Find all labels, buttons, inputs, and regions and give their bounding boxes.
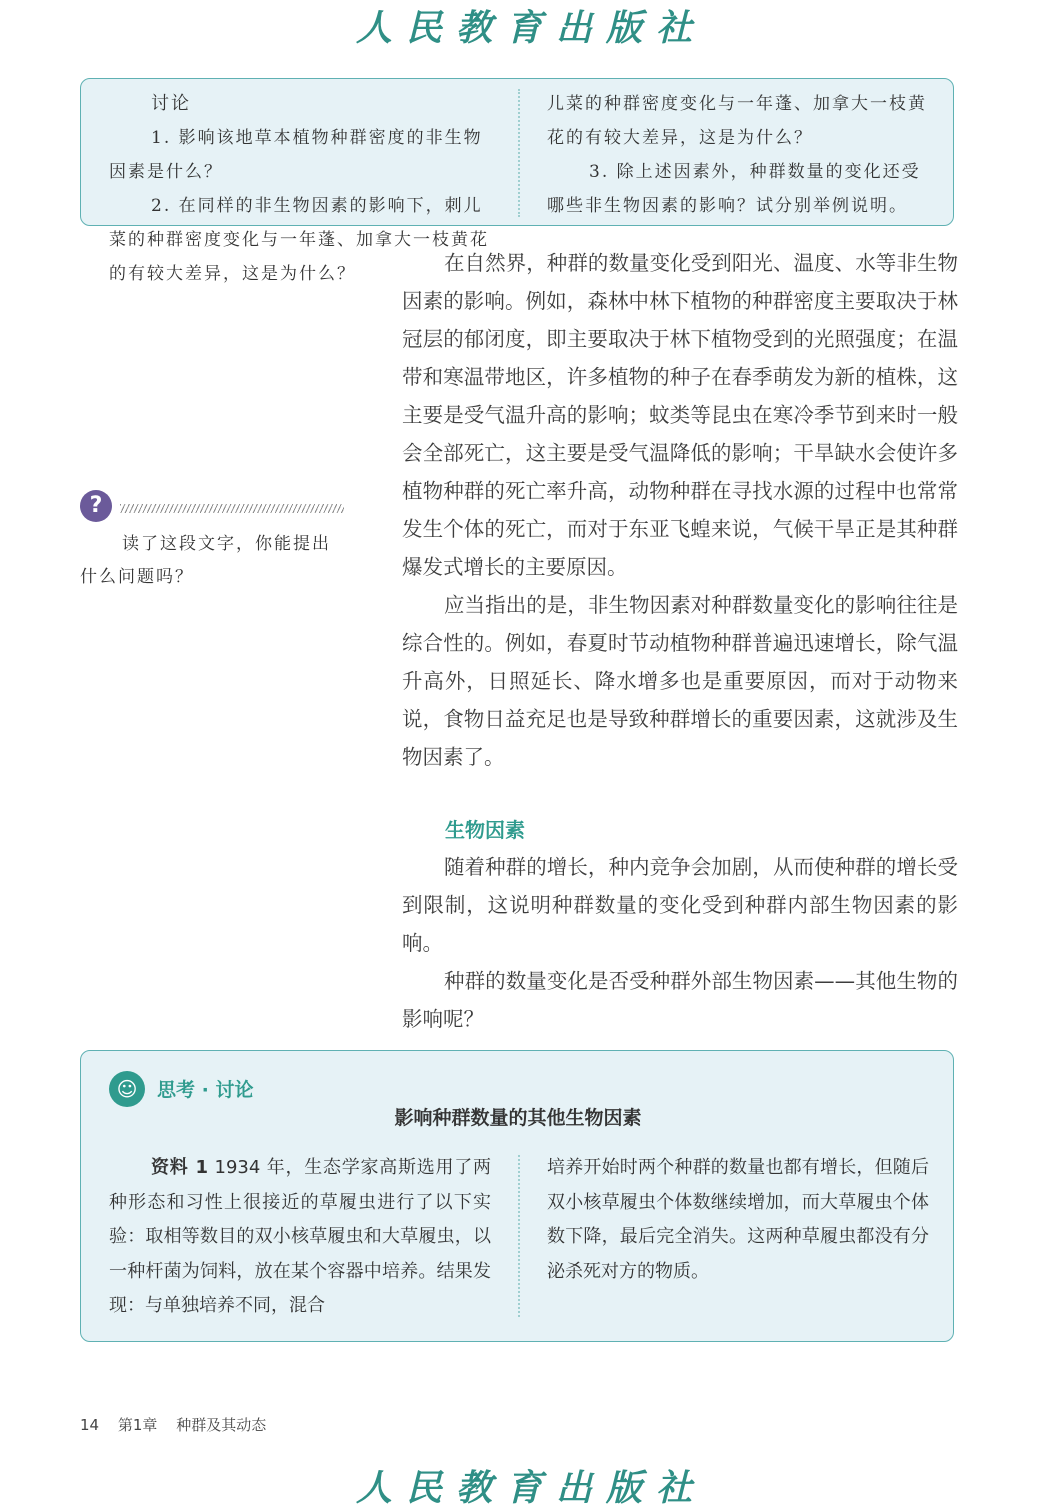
material-right-column (547, 1151, 929, 1289)
chapter-title: 种群及其动态 (176, 1416, 267, 1434)
discussion-box (80, 78, 954, 284)
material-text-left: 1934 年，生态学家高斯选用了两种形态和习性上很接近的草履虫进行了以下实验：取相等数目的双小核草履虫和大草履虫，以一种杆菌为饲料，放在某个容器中培养。结果发现：与单独培养不同，混合 (109, 1157, 491, 1316)
section-title-biotic: 生物因素 (445, 818, 525, 842)
paragraph-external-question: 种群的数量变化是否受种群外部生物因素——其他生物的影响呢？ (402, 969, 958, 1031)
hatched-rule (120, 504, 344, 513)
think-discuss-box (80, 1050, 954, 1342)
discussion-right-column (547, 87, 929, 223)
material-left-column (109, 1151, 491, 1324)
question-mark-icon: ? (80, 490, 112, 522)
discussion-left-column (109, 87, 491, 284)
margin-note-text: 读了这段文字，你能提出什么问题吗？ (80, 534, 331, 587)
publisher-logo-top: 人民教育出版社 (355, 7, 706, 49)
publisher-logo-bottom: 人民教育出版社 (355, 1467, 706, 1509)
main-text-block (402, 244, 958, 776)
paragraph-abiotic-factors: 在自然界，种群的数量变化受到阳光、温度、水等非生物因素的影响。例如，森林中林下植物的种群密度主要取决于林冠层的郁闭度，即主要取决于林下植物受到的光照强度；在温带和寒温带地区，许多植物的种子在春季萌发为新的植株，这主要是受气温升高的影响；蚊类等昆虫在寒冷季节到来时一般会全部死亡，这主要是受气温降低的影响；干旱缺水会使许多植物种群的死亡率升高，动物种群在寻找水源的过程中也常常发生个体的死亡，而对于东亚飞蝗来说，气候干旱正是其种群爆发式增长的主要原因。 (402, 251, 958, 579)
discussion-question-2: 2. 在同样的非生物因素的影响下，刺儿菜的种群密度变化与一年蓬、加拿大一枝黄花的有较大差异，这是为什么？ (109, 196, 489, 284)
column-divider (518, 1155, 520, 1317)
discussion-question-1: 1. 影响该地草本植物种群密度的非生物因素是什么？ (109, 128, 483, 182)
main-text-block-2 (402, 848, 958, 1038)
discussion-question-3: 3. 除上述因素外，种群数量的变化还受哪些非生物因素的影响？试分别举例说明。 (547, 162, 921, 216)
material-label: 资料 1 (151, 1157, 209, 1178)
column-divider (518, 89, 520, 217)
think-discuss-label: 思考 · 讨论 (157, 1079, 254, 1101)
think-discuss-title: 影响种群数量的其他生物因素 (394, 1107, 642, 1129)
paragraph-combined-effects: 应当指出的是，非生物因素对种群数量变化的影响往往是综合性的。例如，春夏时节动植物种群普遍迅速增长，除气温升高外，日照延长、降水增多也是重要原因，而对于动物来说，食物日益充足也是导致种群增长的重要因素，这就涉及生物因素了。 (402, 593, 958, 769)
discussion-title: 讨论 (151, 93, 191, 114)
lightbulb-icon: ☺ (109, 1071, 145, 1107)
page-number: 14 (80, 1416, 100, 1434)
material-text-right: 培养开始时两个种群的数量也都有增长，但随后双小核草履虫个体数继续增加，而大草履虫个体数下降，最后完全消失。这两种草履虫都没有分泌杀死对方的物质。 (547, 1157, 929, 1282)
page-footer (80, 1414, 280, 1435)
chapter-number: 第1章 (117, 1416, 158, 1434)
discussion-question-2-continued: 儿菜的种群密度变化与一年蓬、加拿大一枝黄花的有较大差异，这是为什么？ (547, 94, 927, 148)
paragraph-intraspecific: 随着种群的增长，种内竞争会加剧，从而使种群的增长受到限制，这说明种群数量的变化受到种群内部生物因素的影响。 (402, 855, 958, 955)
